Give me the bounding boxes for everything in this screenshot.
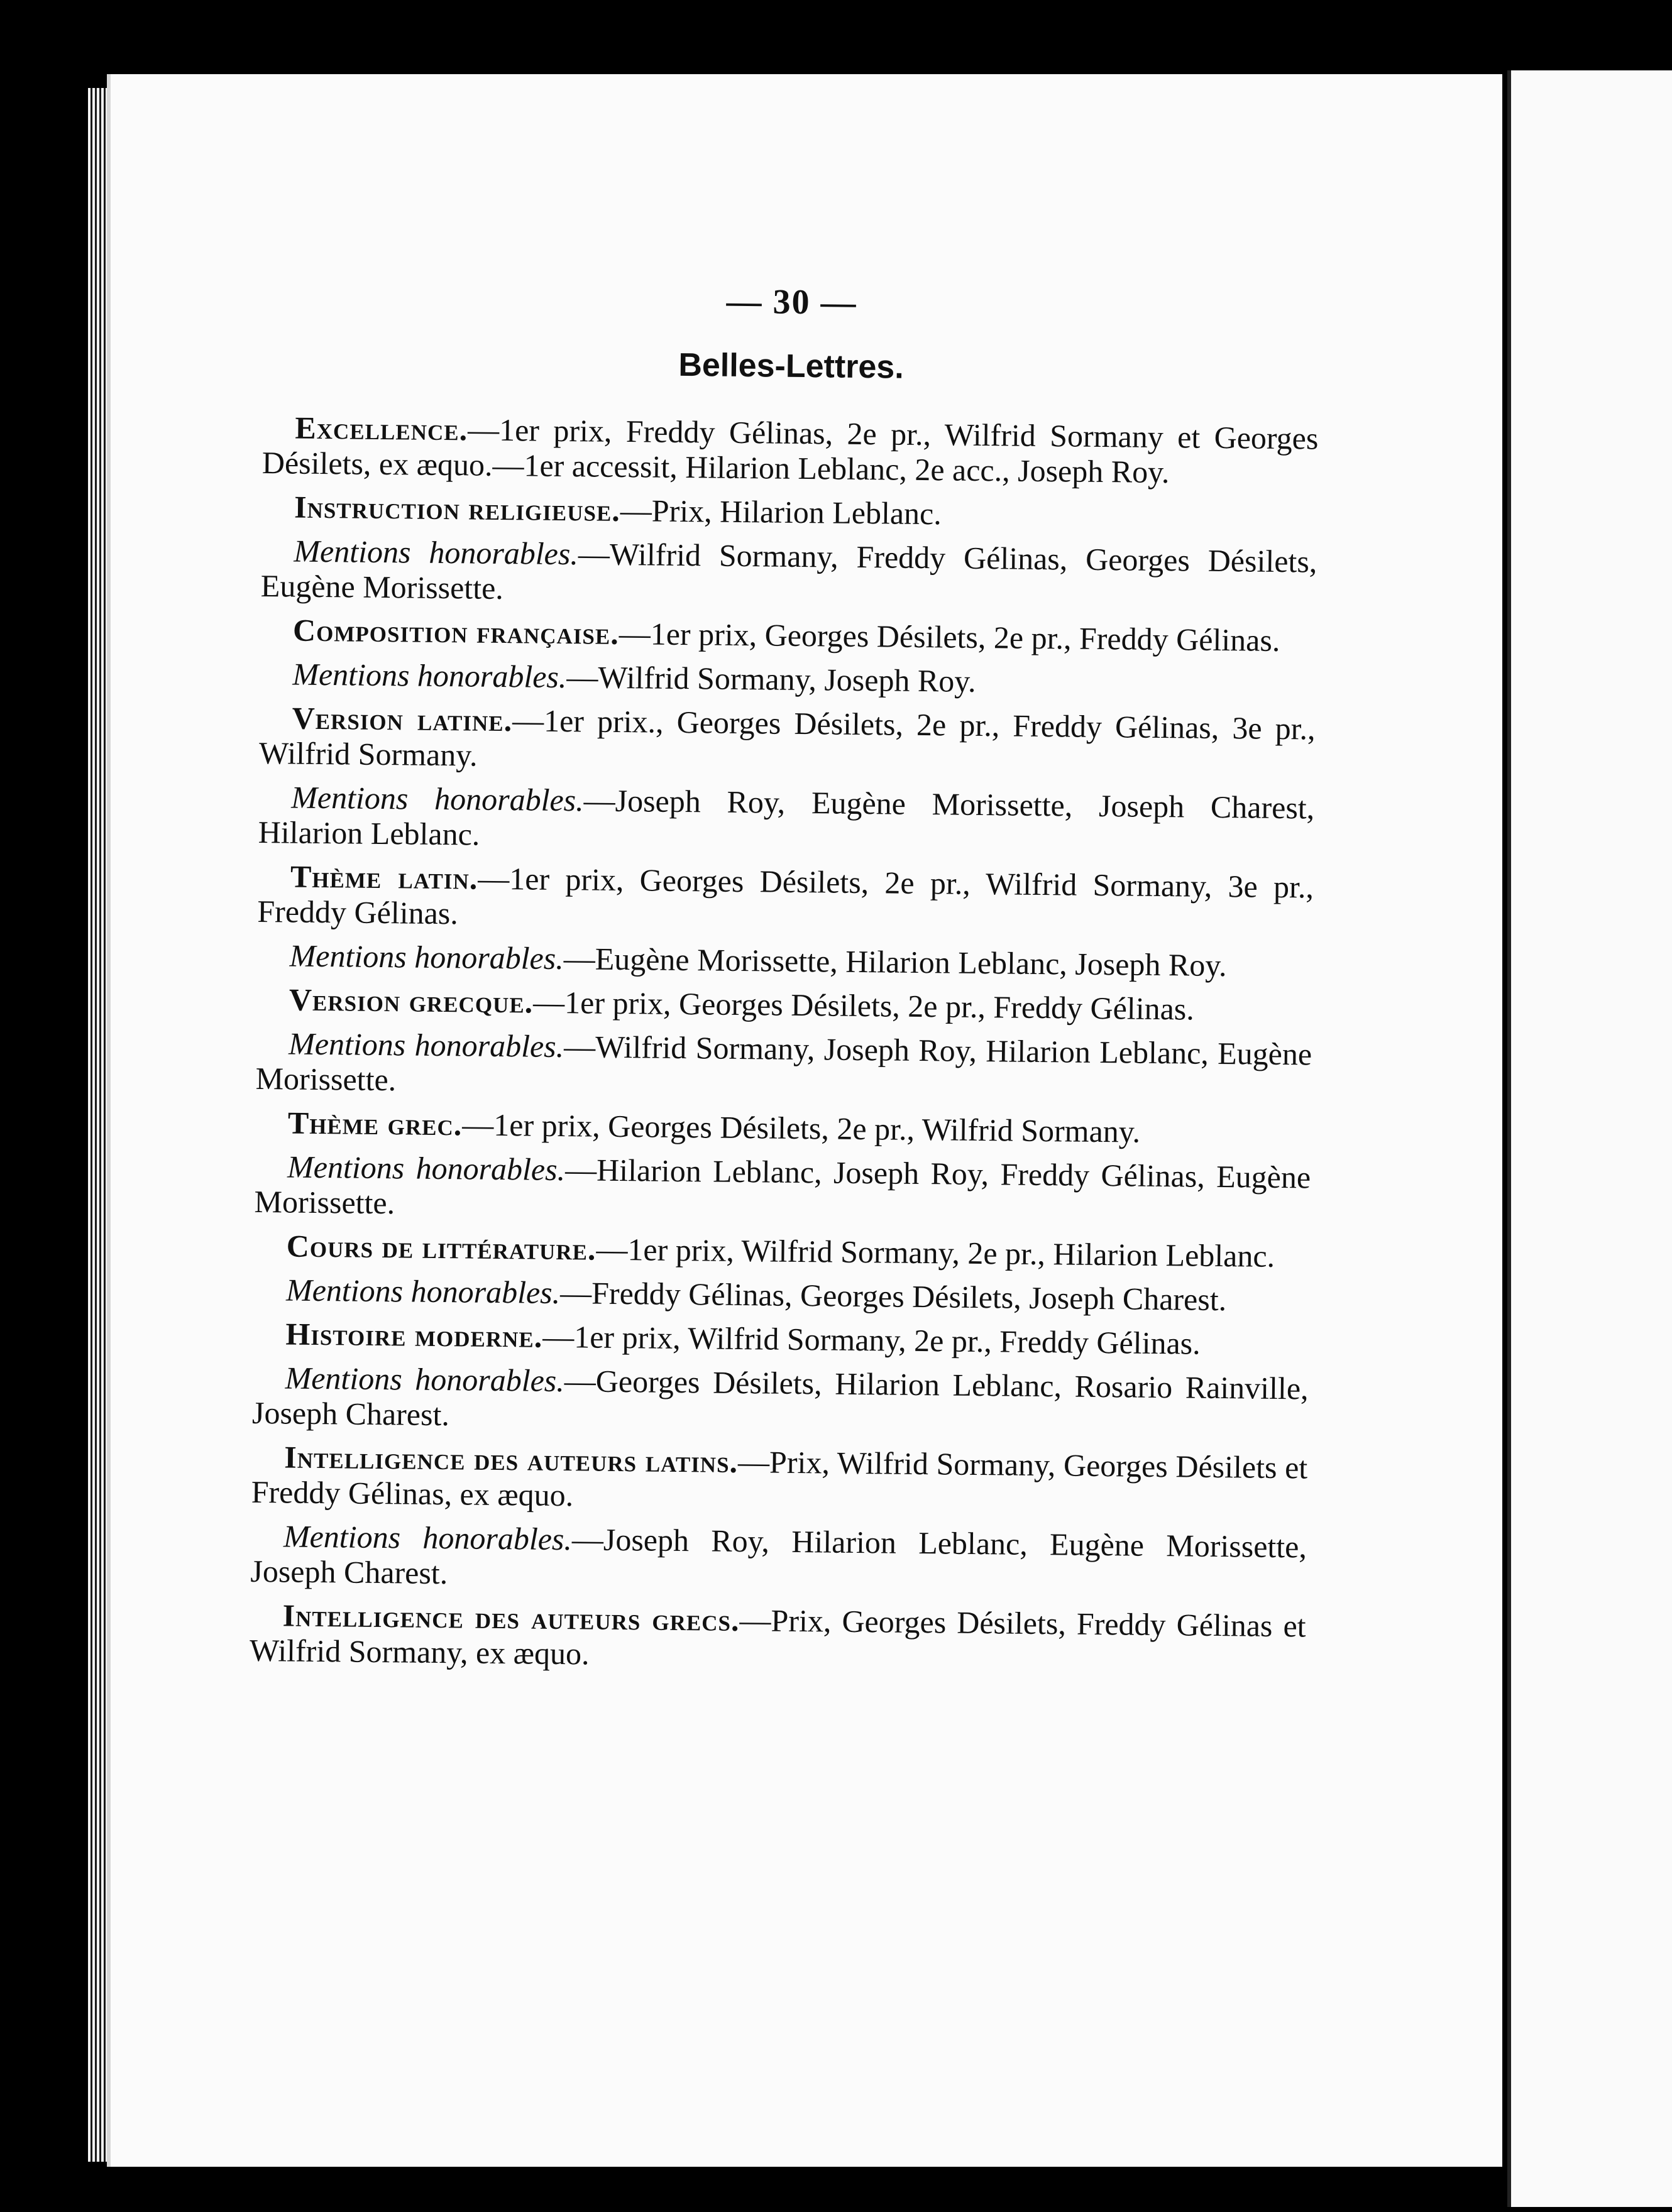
entry-text: —1er prix, Georges Désilets, 2e pr., Freddy Gélinas. xyxy=(619,615,1280,658)
prize-entry xyxy=(258,779,1314,861)
entry-text: —1er prix, Georges Désilets, 2e pr., Wilfrid Sormany. xyxy=(462,1107,1141,1149)
prize-entry xyxy=(250,1518,1307,1600)
entry-text: —Wilfrid Sormany, Joseph Roy, Hilarion Leblanc, Eugène Morissette. xyxy=(255,1029,1312,1098)
entry-text: —Prix, Hilarion Leblanc. xyxy=(620,492,942,532)
entry-subject: Instruction religieuse. xyxy=(294,489,621,528)
prize-list xyxy=(250,410,1319,1678)
entry-text: —1er prix, Wilfrid Sormany, 2e pr., Freddy Gélinas. xyxy=(542,1318,1201,1361)
entry-text: —Wilfrid Sormany, Freddy Gélinas, Georges Désilets, Eugène Morissette. xyxy=(260,536,1317,606)
prize-entry xyxy=(256,938,1312,984)
prize-entry xyxy=(252,1360,1309,1442)
entry-text: —Hilarion Leblanc, Joseph Roy, Freddy Gélinas, Eugène Morissette. xyxy=(254,1152,1311,1221)
prize-entry xyxy=(255,1026,1312,1107)
prize-entry xyxy=(256,982,1312,1028)
entry-text: —1er prix, Wilfrid Sormany, 2e pr., Hilarion Leblanc. xyxy=(596,1231,1275,1274)
page-edge xyxy=(88,88,107,2162)
entry-subject: Histoire moderne. xyxy=(285,1316,543,1354)
entry-subject: Mentions honorables. xyxy=(289,938,564,977)
prize-entry xyxy=(260,612,1316,659)
prize-entry xyxy=(260,656,1316,703)
entry-subject: Cours de littérature. xyxy=(286,1228,597,1267)
entry-subject: Mentions honorables. xyxy=(287,1149,566,1188)
entry-text: —1er prix, Freddy Gélinas, 2e pr., Wilfrid Sormany et Georges Désilets, ex æquo.—1er accessit, Hilarion Leblanc, 2e acc., Joseph Roy. xyxy=(261,412,1319,490)
entry-subject: Mentions honorables. xyxy=(285,1272,561,1311)
entry-subject: Version grecque. xyxy=(289,982,534,1020)
prize-entry xyxy=(261,489,1317,535)
entry-subject: Mentions honorables. xyxy=(288,1026,564,1065)
facing-page-edge xyxy=(1507,70,1672,2207)
entry-subject: Mentions honorables. xyxy=(283,1518,573,1557)
entry-subject: Mentions honorables. xyxy=(292,656,567,695)
prize-entry xyxy=(255,1105,1311,1151)
entry-text: —Prix, Wilfrid Sormany, Georges Désilets et Freddy Gélinas, ex æquo. xyxy=(251,1444,1308,1513)
page-number: — 30 — xyxy=(726,282,857,322)
entry-text: —Joseph Roy, Hilarion Leblanc, Eugène Morissette, Joseph Charest. xyxy=(250,1521,1307,1591)
entry-subject: Intelligence des auteurs grecs. xyxy=(282,1597,740,1638)
entry-subject: Mentions honorables. xyxy=(285,1360,565,1399)
entry-text: —Wilfrid Sormany, Joseph Roy. xyxy=(566,659,976,699)
prize-entry xyxy=(250,1597,1306,1679)
prize-entry xyxy=(251,1439,1307,1521)
entry-text: —Freddy Gélinas, Georges Désilets, Joseph Charest. xyxy=(559,1275,1227,1318)
prize-entry xyxy=(254,1228,1310,1274)
entry-text: —Eugène Morissette, Hilarion Leblanc, Joseph Roy. xyxy=(563,941,1227,983)
entry-subject: Excellence. xyxy=(295,410,468,447)
prize-entry xyxy=(259,700,1316,782)
page-content xyxy=(250,276,1320,1687)
entry-subject: Version latine. xyxy=(292,700,513,738)
prize-entry xyxy=(253,1272,1309,1318)
prize-entry xyxy=(257,858,1314,940)
entry-text: —Joseph Roy, Eugène Morissette, Joseph Charest, Hilarion Leblanc. xyxy=(258,782,1315,852)
prize-entry xyxy=(254,1149,1311,1230)
entry-text: —1er prix., Georges Désilets, 2e pr., Freddy Gélinas, 3e pr., Wilfrid Sormany. xyxy=(258,703,1316,773)
entry-subject: Mentions honorables. xyxy=(291,779,584,818)
prize-entry xyxy=(253,1316,1309,1362)
entry-text: —Prix, Georges Désilets, Freddy Gélinas et Wilfrid Sormany, ex æquo. xyxy=(249,1602,1306,1672)
entry-subject: Intelligence des auteurs latins. xyxy=(284,1439,739,1479)
prize-entry xyxy=(262,410,1319,491)
section-title: Belles-Lettres. xyxy=(678,346,905,386)
entry-subject: Thème grec. xyxy=(287,1105,463,1142)
entry-text: —1er prix, Georges Désilets, 2e pr., Wilfrid Sormany, 3e pr., Freddy Gélinas. xyxy=(257,860,1314,931)
entry-subject: Thème latin. xyxy=(290,858,478,896)
entry-text: —Georges Désilets, Hilarion Leblanc, Rosario Rainville, Joseph Charest. xyxy=(251,1363,1309,1433)
entry-text: —1er prix, Georges Désilets, 2e pr., Freddy Gélinas. xyxy=(532,984,1195,1027)
entry-subject: Composition française. xyxy=(292,612,620,651)
prize-entry xyxy=(261,533,1317,615)
entry-subject: Mentions honorables. xyxy=(294,533,579,572)
